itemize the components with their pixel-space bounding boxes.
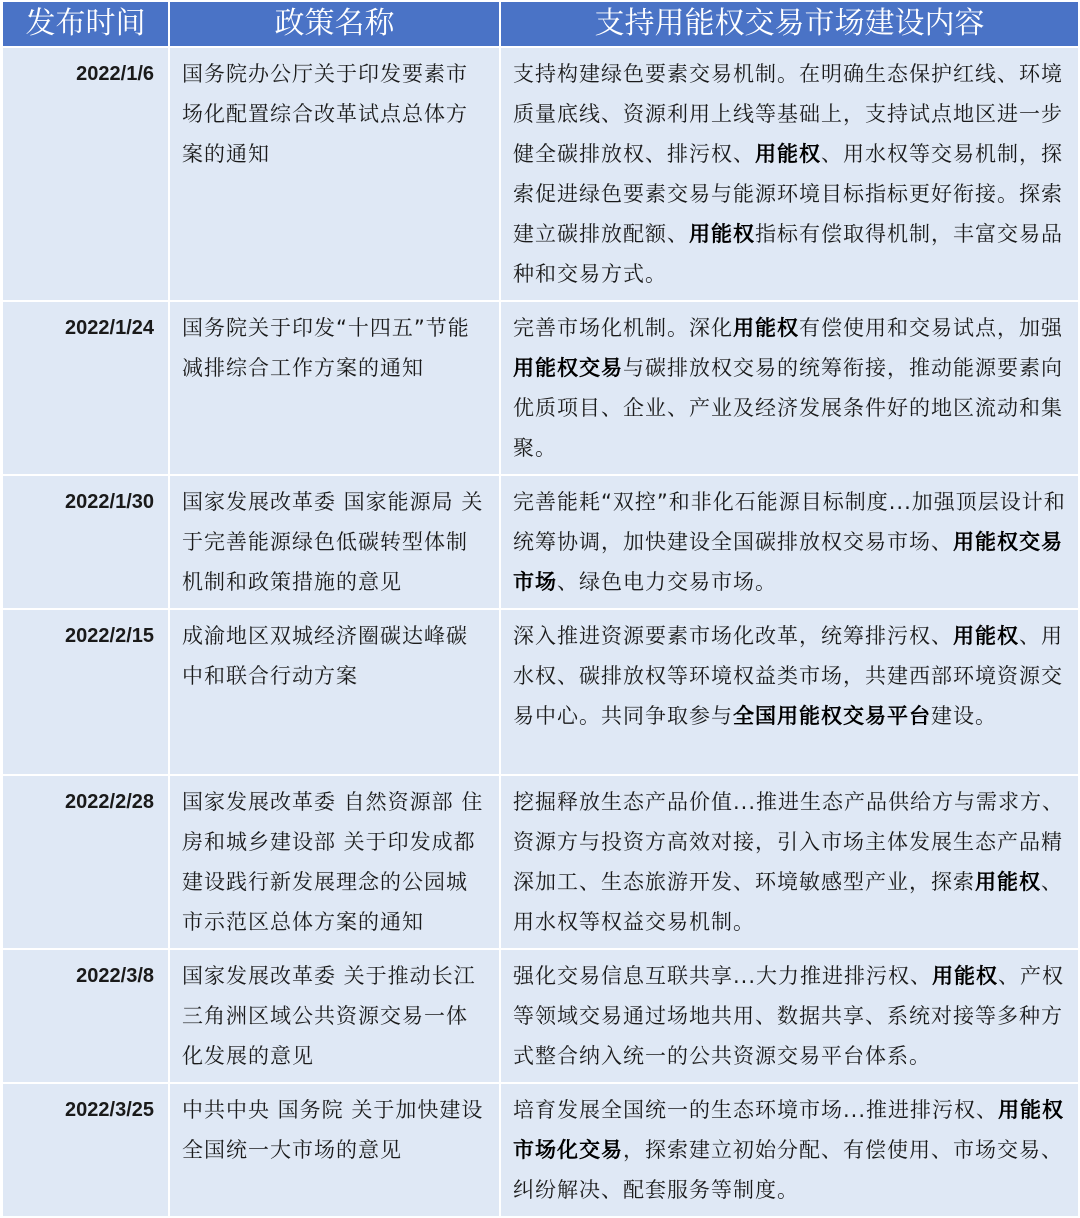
highlight-text: 用能权	[953, 624, 1019, 648]
row-content	[500, 1083, 1078, 1217]
row-policy-name: 国务院办公厅关于印发要素市场化配置综合改革试点总体方案的通知	[169, 47, 500, 301]
header-policy-name: 政策名称	[169, 2, 500, 47]
table-row	[3, 775, 1078, 949]
row-policy-name: 中共中央 国务院 关于加快建设全国统一大市场的意见	[169, 1083, 500, 1217]
row-policy-name: 成渝地区双城经济圈碳达峰碳中和联合行动方案	[169, 609, 500, 775]
content-text: 、用水权等交易机制，探索促进绿色要素交易与能源环境目标指标更好衔接。探索建立碳排放配额、	[513, 142, 1063, 246]
table-body	[3, 47, 1078, 1217]
row-date: 2022/1/6	[3, 47, 169, 301]
highlight-text: 用能权交易	[513, 356, 623, 380]
row-content	[500, 475, 1078, 609]
header-date: 发布时间	[3, 2, 169, 47]
content-text: 、用水权等权益交易机制。	[513, 870, 1063, 934]
content-text: 完善市场化机制。深化	[513, 316, 733, 340]
content-text: 完善能耗“双控”和非化石能源目标制度...加强顶层设计和统筹协调，加快建设全国碳排放权交易市场、	[513, 490, 1066, 554]
content-text: 建设。	[931, 704, 997, 728]
row-date: 2022/2/28	[3, 775, 169, 949]
content-text: 强化交易信息互联共享...大力推进排污权、	[513, 964, 933, 988]
row-date: 2022/1/24	[3, 301, 169, 475]
content-text: ，探索建立初始分配、有偿使用、市场交易、纠纷解决、配套服务等制度。	[513, 1138, 1063, 1202]
row-policy-name: 国家发展改革委 国家能源局 关于完善能源绿色低碳转型体制机制和政策措施的意见	[169, 475, 500, 609]
row-date: 2022/2/15	[3, 609, 169, 775]
content-text: 深入推进资源要素市场化改革，统筹排污权、	[513, 624, 953, 648]
policy-table	[3, 2, 1078, 1218]
row-policy-name: 国务院关于印发“十四五”节能减排综合工作方案的通知	[169, 301, 500, 475]
row-date: 2022/1/30	[3, 475, 169, 609]
row-date: 2022/3/8	[3, 949, 169, 1083]
highlight-text: 用能权	[689, 222, 755, 246]
content-text: 、用水权、碳排放权等环境权益类市场，共建西部环境资源交易中心。共同争取参与	[513, 624, 1063, 728]
highlight-text: 全国用能权交易平台	[733, 704, 931, 728]
row-policy-name: 国家发展改革委 关于推动长江三角洲区域公共资源交易一体化发展的意见	[169, 949, 500, 1083]
row-content	[500, 949, 1078, 1083]
highlight-text: 用能权	[733, 316, 799, 340]
row-date: 2022/3/25	[3, 1083, 169, 1217]
highlight-text: 用能权交易市场	[513, 530, 1063, 594]
content-text: 、绿色电力交易市场。	[557, 570, 777, 594]
highlight-text: 用能权市场化交易	[513, 1098, 1065, 1162]
table-header	[3, 2, 1078, 47]
content-text: 指标有偿取得机制，丰富交易品种和交易方式。	[513, 222, 1063, 286]
header-content: 支持用能权交易市场建设内容	[500, 2, 1078, 47]
highlight-text: 用能权	[975, 870, 1041, 894]
row-content	[500, 47, 1078, 301]
row-policy-name: 国家发展改革委 自然资源部 住房和城乡建设部 关于印发成都建设践行新发展理念的公园城市示范区总体方案的通知	[169, 775, 500, 949]
table-row	[3, 475, 1078, 609]
highlight-text: 用能权	[932, 964, 999, 988]
row-content	[500, 609, 1078, 775]
content-text: 培育发展全国统一的生态环境市场...推进排污权、	[513, 1098, 999, 1122]
content-text: 与碳排放权交易的统筹衔接，推动能源要素向优质项目、企业、产业及经济发展条件好的地区流动和集聚。	[513, 356, 1063, 460]
table-row	[3, 609, 1078, 775]
row-content	[500, 301, 1078, 475]
highlight-text: 用能权	[755, 142, 821, 166]
table-row	[3, 301, 1078, 475]
content-text: 挖掘释放生态产品价值...推进生态产品供给方与需求方、资源方与投资方高效对接，引入市场主体发展生态产品精深加工、生态旅游开发、环境敏感型产业，探索	[513, 790, 1065, 894]
table-row	[3, 1083, 1078, 1217]
content-text: 支持构建绿色要素交易机制。在明确生态保护红线、环境质量底线、资源利用上线等基础上，支持试点地区进一步健全碳排放权、排污权、	[513, 62, 1063, 166]
content-text: 、产权等领域交易通过场地共用、数据共享、系统对接等多种方式整合纳入统一的公共资源交易平台体系。	[513, 964, 1065, 1068]
header-row	[3, 2, 1078, 47]
content-text: 有偿使用和交易试点，加强	[799, 316, 1063, 340]
row-content	[500, 775, 1078, 949]
table-row	[3, 949, 1078, 1083]
table-row	[3, 47, 1078, 301]
